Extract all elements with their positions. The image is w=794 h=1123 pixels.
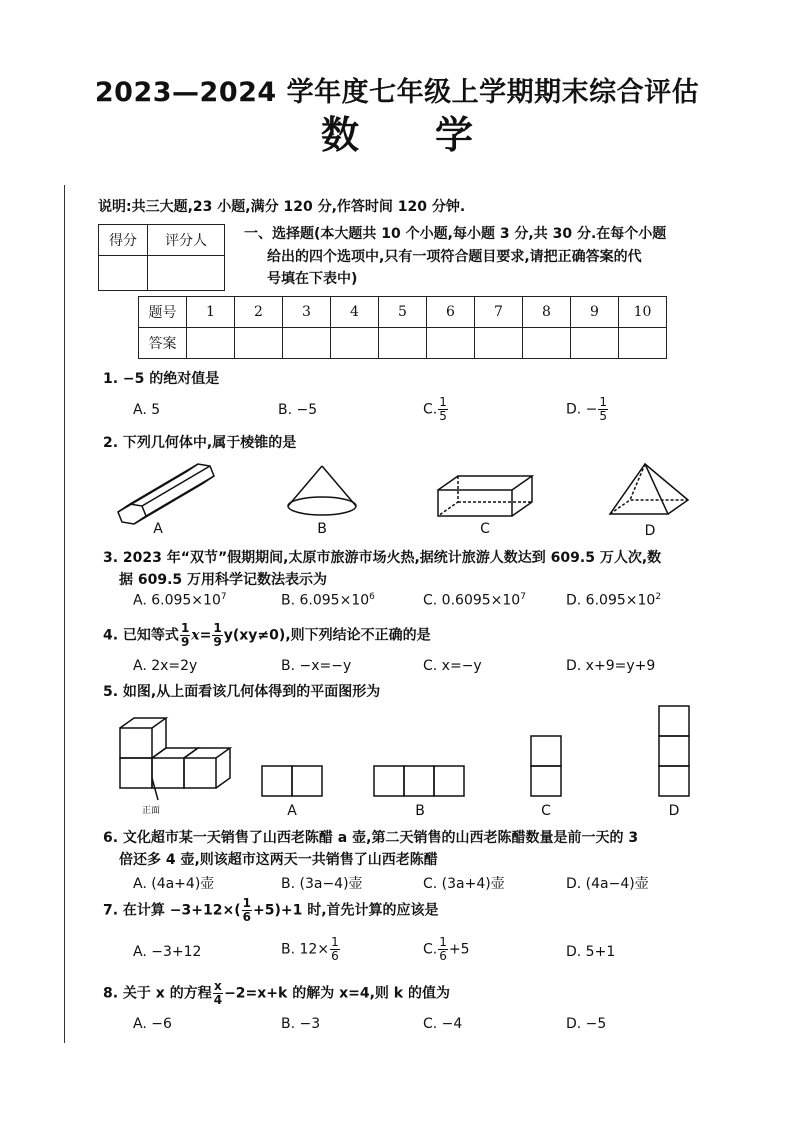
q2-label-c: C [480, 521, 490, 537]
row-label-answer: 答案 [139, 328, 187, 359]
q7-option-d: D. 5+1 [566, 944, 616, 960]
q7-c-post: +5 [448, 941, 470, 958]
q3-option-b [281, 592, 375, 609]
numerator: x [214, 979, 222, 993]
q7-option-b [281, 936, 341, 963]
q4-pre: 4. 已知等式 [103, 627, 179, 644]
numerator: 1 [439, 935, 447, 949]
q3-b-exp: 6 [369, 592, 375, 602]
q2-solids-figure [110, 452, 710, 542]
q4-option-a: A. 2x=2y [133, 658, 198, 674]
q1-option-d [566, 396, 609, 423]
q1-option-c [423, 396, 449, 423]
q3-c-exp: 7 [520, 592, 526, 602]
q5-label-c: C [541, 803, 551, 819]
q-number: 2 [235, 297, 283, 328]
q-number: 8 [523, 297, 571, 328]
q8-option-a: A. −6 [133, 1016, 172, 1032]
question-3-line-2: 据 609.5 万用科学记数法表示为 [119, 572, 328, 588]
binding-line [64, 185, 65, 1043]
question-8-stem [103, 980, 450, 1007]
q7-option-a: A. −3+12 [133, 944, 202, 960]
q6-option-b: B. (3a−4)壶 [281, 876, 363, 892]
q-number: 6 [427, 297, 475, 328]
q4-y: y(xy≠0) [223, 627, 286, 644]
q4-frac-2 [212, 622, 222, 649]
q-number: 3 [283, 297, 331, 328]
answer-cell[interactable] [187, 328, 235, 359]
rectangular-prism-icon [438, 476, 532, 516]
q-number: 1 [187, 297, 235, 328]
question-4-stem [103, 622, 431, 649]
grader-cell[interactable] [148, 256, 225, 291]
q7-post: +5)+1 时,首先计算的应该是 [252, 902, 439, 919]
q8-pre: 8. 关于 x 的方程 [103, 985, 212, 1002]
q3-option-a [133, 592, 227, 609]
q-number: 10 [619, 297, 667, 328]
q4-eq: = [199, 627, 212, 644]
score-cell[interactable] [99, 256, 148, 291]
option-a-shape-icon [262, 766, 322, 796]
cube-stack-icon [120, 718, 230, 800]
q4-option-d: D. x+9=y+9 [566, 658, 656, 674]
question-5-stem: 5. 如图,从上面看该几何体得到的平面图形为 [103, 684, 381, 700]
question-6-line-1: 6. 文化超市某一天销售了山西老陈醋 a 壶,第二天销售的山西老陈醋数量是前一天的 3 [103, 830, 639, 846]
q1-d-label: D. − [566, 401, 598, 418]
answer-table [138, 296, 667, 359]
q5-figures [100, 700, 700, 812]
answer-table-number-row [139, 297, 667, 328]
subject-heading [0, 104, 794, 159]
answer-cell[interactable] [571, 328, 619, 359]
q3-c-text: C. 0.6095×10 [423, 592, 521, 609]
question-7-stem [103, 897, 439, 924]
q7-frac [242, 897, 252, 924]
q8-post: −2=x+k 的解为 x=4,则 k 的值为 [224, 985, 450, 1002]
q7-b-text: B. 12× [281, 941, 330, 958]
answer-cell[interactable] [379, 328, 427, 359]
answer-cell[interactable] [235, 328, 283, 359]
q7-c-frac [438, 936, 448, 963]
q3-a-exp: 7 [220, 592, 227, 602]
answer-cell[interactable] [475, 328, 523, 359]
option-c-shape-icon [531, 736, 561, 796]
answer-cell[interactable] [619, 328, 667, 359]
denominator: 6 [331, 949, 339, 963]
q3-option-c [423, 592, 526, 609]
q6-option-a: A. (4a+4)壶 [133, 876, 215, 892]
subject-char-2: 学 [435, 113, 474, 157]
q-number: 5 [379, 297, 427, 328]
score-header: 得分 [99, 225, 148, 256]
score-box [98, 224, 225, 291]
answer-cell[interactable] [283, 328, 331, 359]
q7-c-text: C. [423, 941, 438, 958]
q7-pre: 7. 在计算 −3+12×( [103, 902, 241, 919]
q4-option-c: C. x=−y [423, 658, 482, 674]
q8-option-d: D. −5 [566, 1016, 607, 1032]
section-1-line-3: 号填在下表中) [267, 271, 358, 287]
q8-option-c: C. −4 [423, 1016, 463, 1032]
row-label-number: 题号 [139, 297, 187, 328]
denominator: 6 [242, 910, 251, 924]
q1-c-label: C. [423, 401, 438, 418]
q3-a-text: A. 6.095×10 [133, 592, 221, 609]
q8-option-b: B. −3 [281, 1016, 321, 1032]
question-2-stem: 2. 下列几何体中,属于棱锥的是 [103, 435, 297, 451]
denominator: 9 [180, 635, 190, 649]
q7-b-frac [330, 936, 340, 963]
section-1-line-1: 一、选择题(本大题共 10 个小题,每小题 3 分,共 30 分.在每个小题 [244, 226, 667, 242]
option-b-shape-icon [374, 766, 464, 796]
q4-x: x [191, 627, 200, 644]
numerator: 1 [599, 395, 608, 409]
q-number: 4 [331, 297, 379, 328]
hexagonal-prism-icon [118, 464, 214, 524]
front-view-label: 正面 [142, 806, 161, 816]
cone-icon [288, 466, 356, 515]
q1-c-fraction [438, 396, 448, 423]
numerator: 1 [242, 896, 251, 910]
q5-label-d: D [668, 803, 680, 819]
q3-option-d [566, 592, 661, 609]
denominator: 5 [439, 409, 447, 423]
answer-table-answer-row [139, 328, 667, 359]
q3-d-exp: 2 [655, 592, 662, 602]
denominator: 9 [213, 635, 222, 649]
answer-cell[interactable] [331, 328, 379, 359]
grader-header: 评分人 [148, 225, 225, 256]
q2-label-a: A [153, 521, 163, 537]
q7-option-c [423, 936, 470, 963]
numerator: 1 [331, 935, 339, 949]
q2-label-b: B [317, 521, 327, 537]
section-1-line-2: 给出的四个选项中,只有一项符合题目要求,请把正确答案的代 [267, 248, 642, 265]
question-6-line-2: 倍还多 4 壶,则该超市这两天一共销售了山西老陈醋 [119, 852, 438, 868]
q1-d-fraction [598, 396, 608, 423]
subject-char-1: 数 [320, 113, 359, 157]
q4-option-b: B. −x=−y [281, 658, 352, 674]
answer-cell[interactable] [427, 328, 475, 359]
q4-frac-1 [180, 622, 190, 649]
q5-label-a: A [287, 803, 297, 819]
instructions: 说明:共三大题,23 小题,满分 120 分,作答时间 120 分钟. [98, 199, 466, 215]
q3-b-text: B. 6.095×10 [281, 592, 370, 609]
pyramid-icon [610, 464, 688, 514]
section-1-header [244, 223, 706, 291]
q2-label-d: D [644, 523, 656, 539]
question-1-stem: 1. −5 的绝对值是 [103, 371, 220, 387]
q6-option-c: C. (3a+4)壶 [423, 876, 505, 892]
numerator: 1 [180, 621, 190, 635]
q6-option-d: D. (4a−4)壶 [566, 876, 649, 892]
q1-option-b: B. −5 [278, 402, 318, 418]
denominator: 5 [599, 409, 608, 423]
q5-label-b: B [415, 803, 425, 819]
q3-d-text: D. 6.095×10 [566, 592, 656, 609]
numerator: 1 [439, 395, 447, 409]
q8-frac [213, 980, 223, 1007]
q4-post: ,则下列结论不正确的是 [285, 627, 431, 644]
denominator: 4 [213, 993, 223, 1007]
q-number: 7 [475, 297, 523, 328]
q-number: 9 [571, 297, 619, 328]
exam-title: 2023—2024 学年度七年级上学期期末综合评估 [94, 77, 700, 108]
option-d-shape-icon [659, 706, 689, 796]
numerator: 1 [213, 621, 222, 635]
question-3-line-1: 3. 2023 年“双节”假期期间,太原市旅游市场火热,据统计旅游人数达到 609.5 万人次,数 [103, 550, 662, 566]
denominator: 6 [439, 949, 447, 963]
q1-option-a: A. 5 [133, 402, 161, 418]
answer-cell[interactable] [523, 328, 571, 359]
